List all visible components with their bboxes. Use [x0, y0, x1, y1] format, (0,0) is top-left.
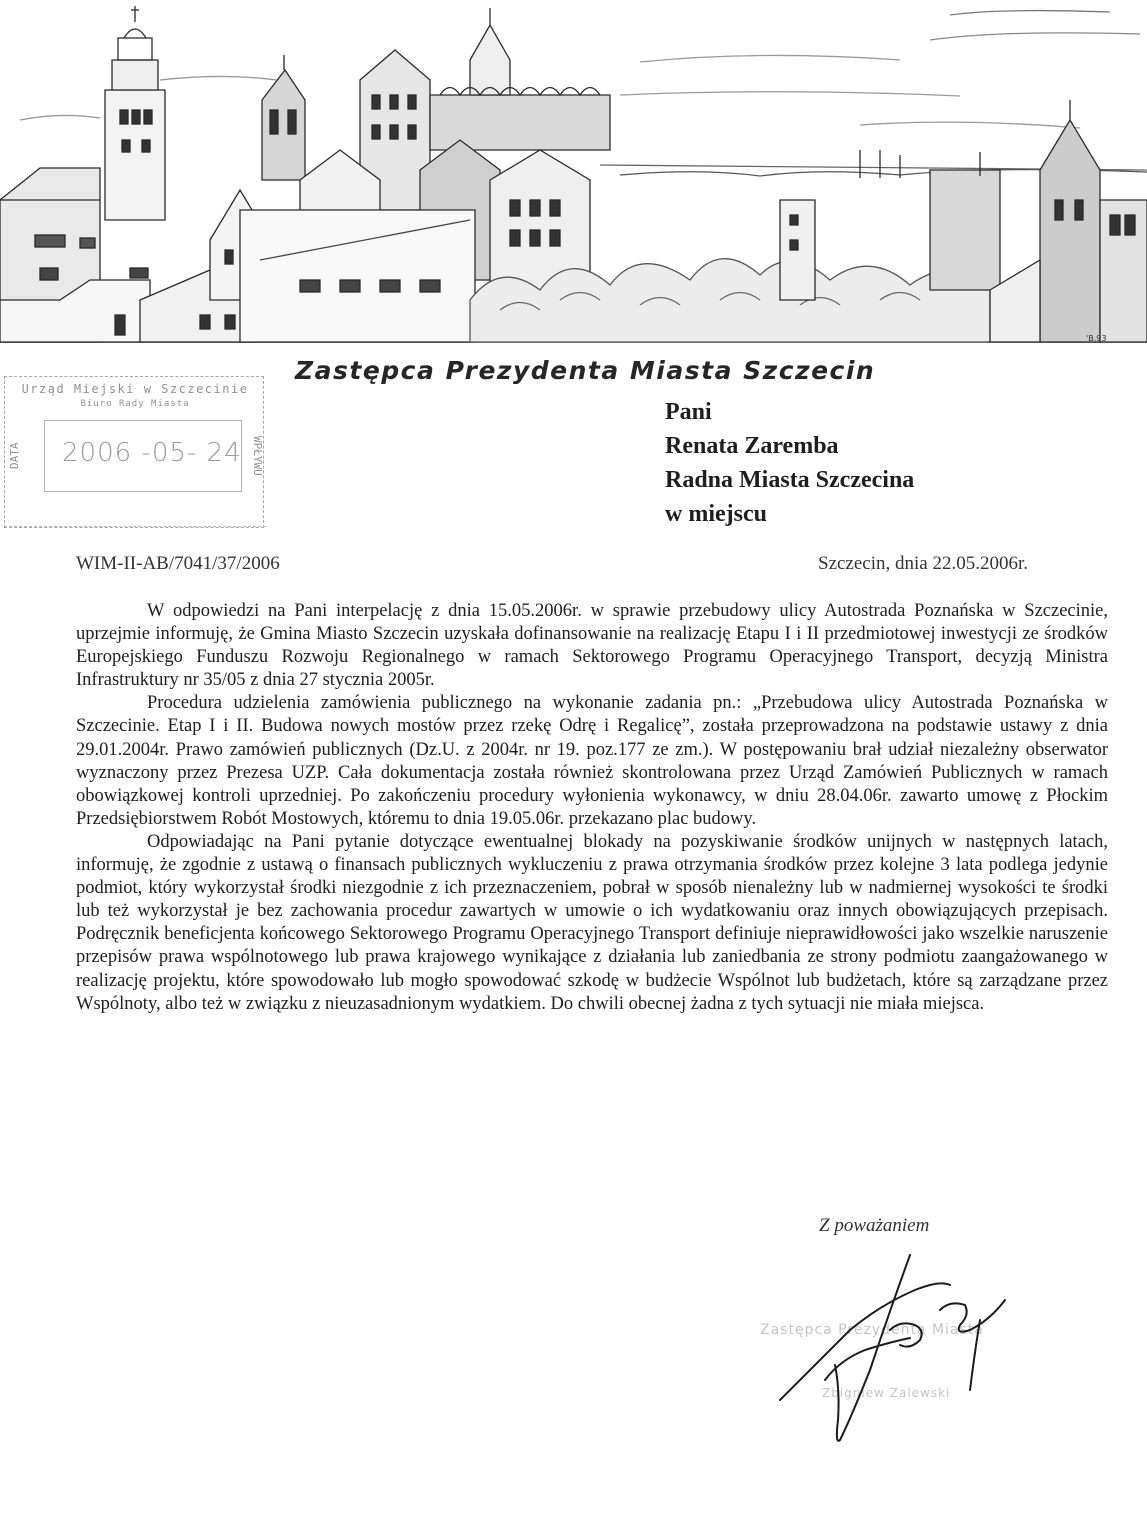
recipient-block	[665, 395, 914, 531]
reference-number: WIM-II-AB/7041/37/2006	[76, 553, 280, 574]
city-skyline-illustration	[0, 0, 1147, 345]
recipient-line: Pani	[665, 399, 712, 425]
signature-stamp-name: Zbigniew Zalewski	[822, 1386, 951, 1400]
recipient-line: Renata Zaremba	[665, 433, 839, 459]
letter-date: Szczecin, dnia 22.05.2006r.	[818, 553, 1029, 574]
closing-salutation: Z poważaniem	[819, 1215, 930, 1236]
handwritten-signature	[740, 1250, 1060, 1450]
stamp-left-label: DATA	[8, 442, 21, 470]
registry-stamp	[4, 376, 266, 552]
signature-stamp-title: Zastępca Prezydenta Miasta	[760, 1322, 984, 1338]
stamp-right-label: WPŁYWU	[251, 436, 264, 476]
stamp-divider	[4, 526, 266, 527]
engraving-signature: 'B.93	[1086, 334, 1107, 343]
recipient-line: w miejscu	[665, 501, 767, 527]
letterhead-heading: Zastępca Prezydenta Miasta Szczecin	[295, 356, 876, 385]
stamp-department: Biuro Rady Miasta	[80, 399, 190, 409]
stamp-office: Urząd Miejski w Szczecinie	[21, 382, 249, 396]
body-paragraph: Procedura udzielenia zamówienia publicznego na wykonanie zadania pn.: „Przebudowa ulicy Autostrada Poznańska w Szczecinie. Etap I i II. Budowa nowych mostów przez rzekę Odrę i Regalicę”, została przeprowadzona na podstawie ustawy z dnia 29.01.2004r. Prawo zamówień publicznych (Dz.U. z 2004r. nr 19. poz.177 ze zm.). W postępowaniu brał udział niezależny obserwator wyznaczony przez Prezesa UZP. Cała dokumentacja została również skontrolowana przez Urząd Zamówień Publicznych w ramach obowiązkowej kontroli uprzedniej. Po zakończeniu procedury wyłonienia wykonawcy, w dniu 28.04.06r. zawarto umowę z Płockim Przedsiębiorstwem Robót Mostowych, któremu to dnia 19.05.06r. przekazano plac budowy.	[76, 693, 1108, 829]
body-paragraph: Odpowiadając na Pani pytanie dotyczące ewentualnej blokady na pozyskiwanie środków unijnych w następnych latach, informuję, że zgodnie z ustawą o finansach publicznych wykluczeniu z prawa otrzymania środków przez kolejne 3 lata podlega jedynie podmiot, który wykorzystał środki niezgodnie z ich przeznaczeniem, pobrał w sposób nienależny lub w nadmiernej wysokości te środki lub też wykorzystał je bez zachowania procedur zawartych w umowie o ich wydatkowaniu oraz innych obowiązujących przepisach. Podręcznik beneficjenta końcowego Sektorowego Programu Operacyjnego Transport definiuje nieprawidłowości jako wszelkie naruszenie przepisów prawa wspólnotowego lub prawa krajowego wynikające z działania lub zaniedbania ze strony podmiotu zaangażowanego w realizację projektu, które spowodowało lub mogło spowodować szkodę w budżecie Wspólnot lub budżetach, które są zarządzane przez Wspólnoty, albo też w związku z nieuzasadnionym wydatkiem. Do chwili obecnej żadna z tych sytuacji nie miała miejsca.	[76, 831, 1108, 1014]
recipient-line: Radna Miasta Szczecina	[665, 467, 915, 493]
stamp-date: 2006 -05- 24	[62, 438, 242, 468]
letter-body	[76, 600, 1108, 1016]
body-paragraph: W odpowiedzi na Pani interpelację z dnia 15.05.2006r. w sprawie przebudowy ulicy Autostrada Poznańska w Szczecinie, uprzejmie informuję, że Gmina Miasto Szczecin uzyskała dofinansowanie na realizację Etapu I i II przedmiotowej inwestycji ze środków Europejskiego Funduszu Rozwoju Regionalnego w ramach Sektorowego Programu Operacyjnego Transport, decyzją Ministra Infrastruktury nr 35/05 z dnia 27 stycznia 2005r.	[76, 601, 1108, 691]
